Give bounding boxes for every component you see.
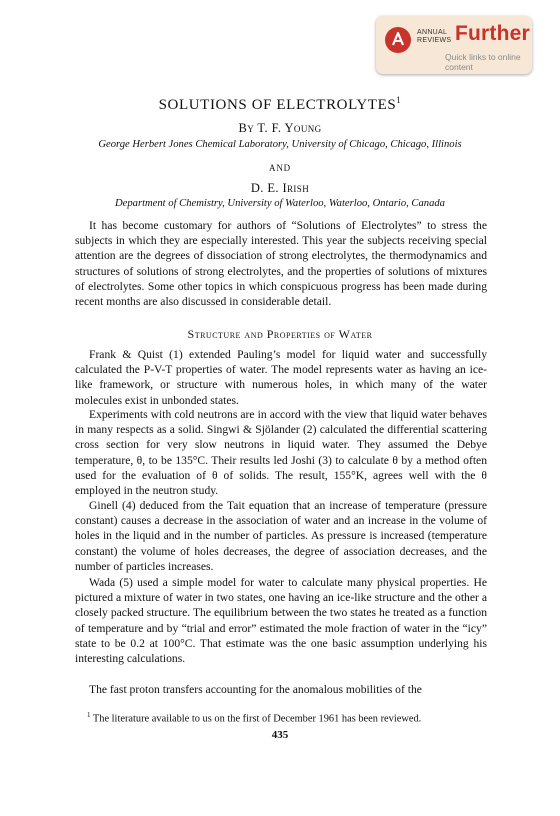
badge-annual-reviews-label	[417, 29, 451, 45]
annual-reviews-logo-icon	[385, 27, 411, 53]
badge-annual-text: ANNUAL	[417, 29, 448, 36]
section-heading: Structure and Properties of Water	[187, 327, 373, 341]
author-byline-2: D. E. Irish	[250, 181, 310, 195]
author-byline-1: By T. F. Young	[238, 121, 322, 135]
page-number: 435	[271, 729, 289, 741]
author-affiliation-2: Department of Chemistry, University of Waterloo, Waterloo, Ontario, Canada	[115, 198, 445, 209]
body-paragraph-wada: Wada (5) used a simple model for water to calculate many physical properties. He pictured a mixture of water in two states, one having an ice-like structure and the other a closely packed structure. The equilibrium between the two states he treated as a function of temperature and by “trial and error” estimated the mole fraction of water in the “icy” state to be 0.2 at 100°C. That estimate was the one basic assumption underlying his interesting calculations.	[75, 576, 487, 666]
body-paragraph-ginell: Ginell (4) deduced from the Tait equation that an increase of temperature (pressure constant) causes a decrease in the association of water and an increase in the volume of holes in the liquid and in the number of particles. As pressure is increased (temperature constant) the volume of holes decreases, the degree of association decreases, and the number of particles increases.	[75, 499, 487, 573]
badge-reviews-text: REVIEWS	[417, 37, 452, 44]
body-paragraph-proton-transfer: The fast proton transfers accounting for the anomalous mobilities of the	[89, 683, 422, 696]
title-footnote-mark: 1	[396, 95, 402, 105]
article-title	[0, 95, 560, 114]
body-paragraph-frank-quist: Frank & Quist (1) extended Pauling’s model for liquid water and successfully calculated the P-V-T properties of water. The model represents water as having an ice-like framework, or structure with numerous holes, in which many of the water molecules exist in unbonded states.	[75, 348, 487, 407]
annual-reviews-further-badge[interactable]	[376, 16, 532, 74]
badge-further-label: Further	[455, 22, 530, 45]
badge-subtitle: Quick links to online content	[445, 52, 521, 72]
footnote	[87, 709, 497, 725]
body-paragraph-cold-neutrons: Experiments with cold neutrons are in accord with the view that liquid water behaves in many respects as a solid. Singwi & Sjölander (2) calculated the differential scattering cross section for very slow neutrons in liquid water. They assumed the Debye temperature, θ, to be 135°C. Their results led Joshi (3) to calculate θ by a method often used for the evaluation of θ of solids. The result, 155°K, agrees well with the θ employed in the neutron study.	[75, 408, 487, 498]
footnote-text: The literature available to us on the first of December 1961 has been reviewed.	[92, 713, 422, 725]
footnote-mark: 1	[87, 711, 91, 719]
article-title-text: SOLUTIONS OF ELECTROLYTES	[158, 97, 397, 113]
author-affiliation-1: George Herbert Jones Chemical Laboratory, University of Chicago, Chicago, Illinois	[98, 139, 462, 150]
intro-paragraph: It has become customary for authors of “Solutions of Electrolytes” to stress the subjects in which they are especially interested. This year the subjects receiving special attention are the degrees of dissociation of strong electrolytes, the thermodynamics and structures of solutions of strong electrolytes, and the properties of solutions of mixtures of electrolytes. Some other topics in which conspicuous progress has been made during recent months are also discussed in considerable detail.	[75, 219, 487, 309]
author-conjunction: AND	[269, 163, 291, 173]
